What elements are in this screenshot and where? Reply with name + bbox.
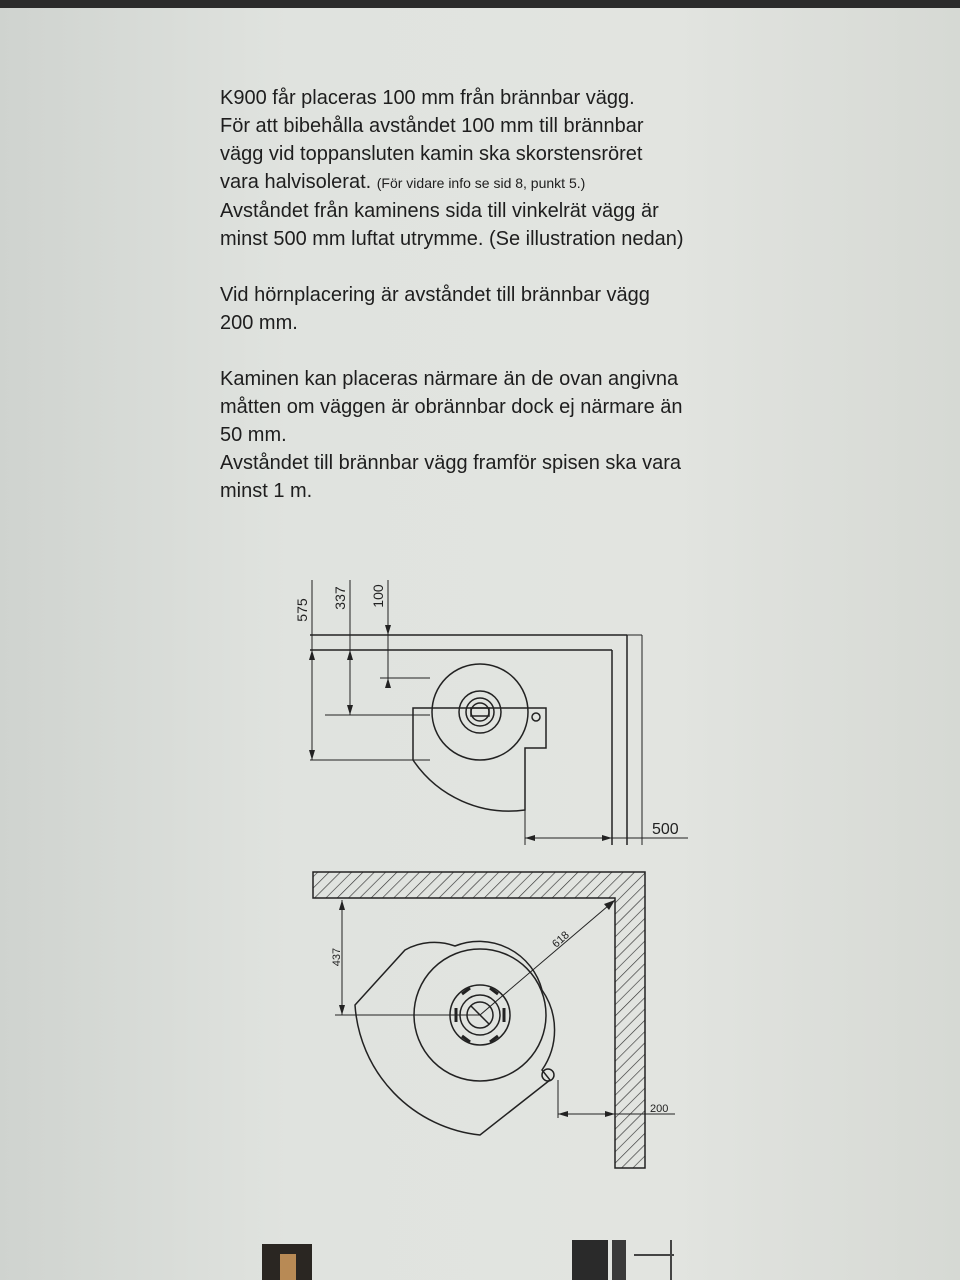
dimension-618: 618 — [550, 929, 572, 951]
text-line: 200 mm. — [220, 312, 298, 334]
stove-thumbnail — [612, 1240, 626, 1280]
stove-outline-corner — [355, 941, 555, 1135]
handle-knob — [532, 713, 540, 721]
thumbnail-line — [670, 1240, 672, 1280]
text-line: Kaminen kan placeras närmare än de ovan angivna — [220, 368, 679, 390]
dimension-437: 437 — [331, 947, 343, 967]
text-line: För att bibehålla avståndet 100 mm till brännbar — [220, 115, 644, 137]
flue-damper — [471, 708, 489, 716]
dimension-500: 500 — [652, 821, 679, 838]
stove-thumbnail — [572, 1240, 608, 1280]
text-line: minst 500 mm luftat utrymme. (Se illustration nedan) — [220, 228, 684, 250]
stove-thumbnail — [262, 1244, 312, 1280]
text-line: Avståndet till brännbar vägg framför spisen ska vara — [220, 452, 681, 474]
thumbnail-line — [634, 1254, 674, 1256]
stove-top-circle — [432, 664, 528, 760]
text-line — [220, 168, 800, 197]
text-line: minst 1 m. — [220, 480, 313, 502]
dimension-200: 200 — [650, 1103, 669, 1115]
dimension-337: 337 — [332, 586, 348, 610]
text-line: Avståndet från kaminens sida till vinkelrät vägg är — [220, 200, 659, 222]
handle-knob-corner — [542, 1069, 554, 1081]
wall-placement-diagram — [309, 580, 688, 845]
placement-diagram — [280, 570, 710, 1190]
text-line: K900 får placeras 100 mm från brännbar vägg. — [220, 87, 635, 109]
text-line: 50 mm. — [220, 424, 287, 446]
dimension-100: 100 — [370, 584, 386, 608]
dimension-575: 575 — [294, 598, 310, 622]
flue-core — [471, 703, 489, 721]
corner-placement-diagram — [313, 872, 675, 1168]
text-line: Vid hörnplacering är avståndet till brännbar vägg — [220, 284, 650, 306]
flue-inner-ring — [466, 698, 494, 726]
text-line: måtten om väggen är obrännbar dock ej närmare än — [220, 396, 683, 418]
text-line: vägg vid toppansluten kamin ska skorstensröret — [220, 143, 643, 165]
text-main: vara halvisolerat. — [220, 171, 377, 193]
screen-top-edge — [0, 0, 960, 8]
installation-text — [220, 84, 800, 505]
reference-note: (För vidare info se sid 8, punkt 5.) — [376, 175, 586, 191]
